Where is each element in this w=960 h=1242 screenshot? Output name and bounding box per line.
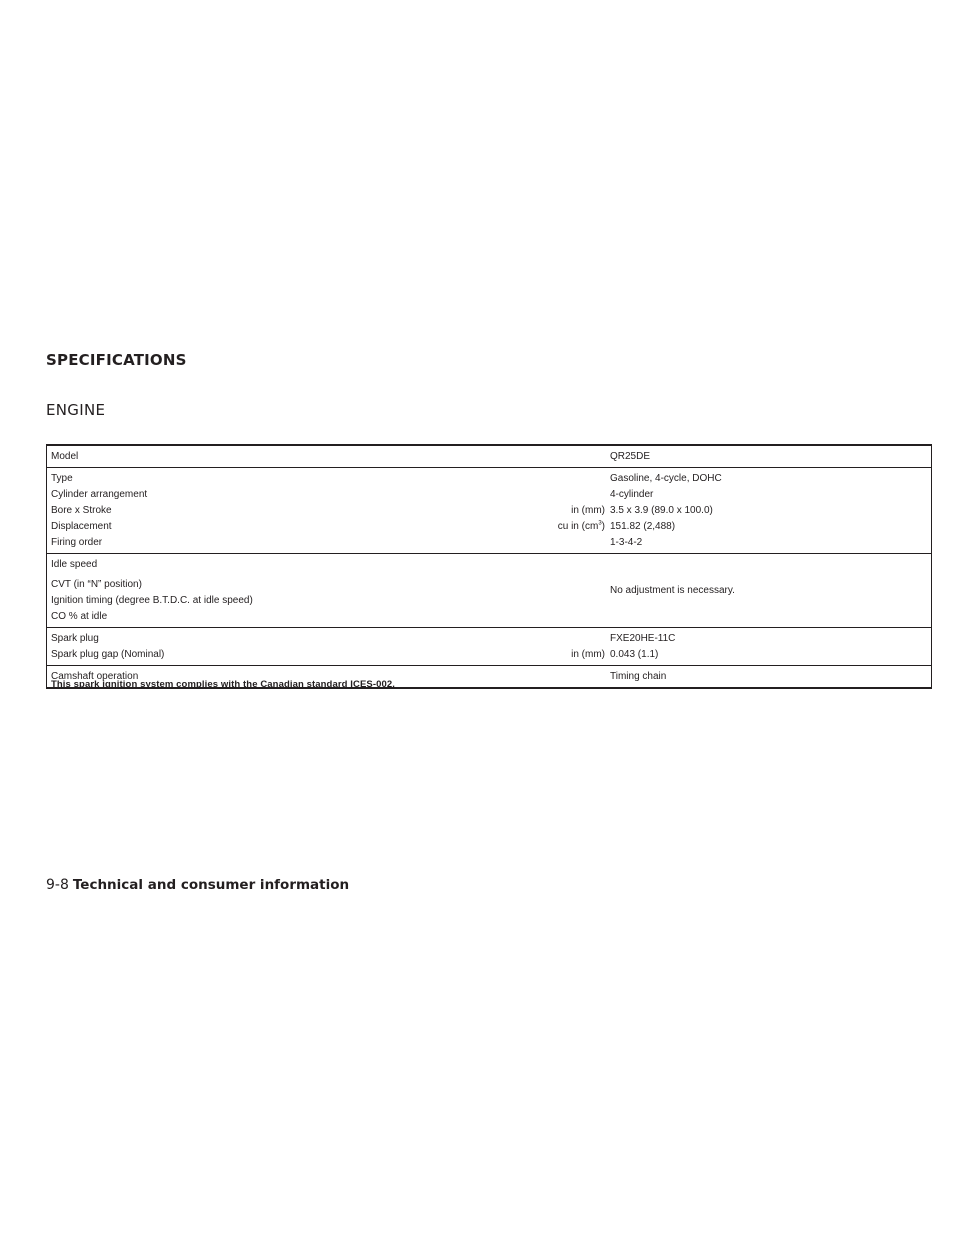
firing-value: 1-3-4-2 xyxy=(610,537,643,548)
spark-plug-value: FXE20HE-11C xyxy=(610,633,676,644)
page-number: 9-8 xyxy=(46,877,69,893)
section-title: SPECIFICATIONS xyxy=(46,351,187,369)
co-label: CO % at idle xyxy=(51,611,108,622)
engine-subtitle: ENGINE xyxy=(46,401,106,419)
displacement-unit: cu in $(cm^3)$ xyxy=(557,520,605,532)
compliance-note: This spark ignition system complies with the Canadian standard ICES-002. xyxy=(51,679,396,690)
spark-gap-unit: in (mm) xyxy=(571,649,605,660)
table-group-idle xyxy=(47,553,931,627)
model-value: QR25DE xyxy=(610,451,651,462)
displacement-label: Displacement xyxy=(51,521,112,532)
type-value: Gasoline, 4-cycle, DOHC xyxy=(610,473,722,484)
displacement-value: 151.82 (2,488) xyxy=(610,521,676,532)
idle-label: Idle speed xyxy=(51,559,98,570)
bore-label: Bore x Stroke xyxy=(51,505,112,516)
table-group-general xyxy=(47,467,931,553)
page-footer xyxy=(46,877,349,893)
cylinder-label: Cylinder arrangement xyxy=(51,489,148,500)
type-label: Type xyxy=(51,473,73,484)
engine-spec-table xyxy=(46,444,932,689)
spark-gap-value: 0.043 (1.1) xyxy=(610,649,659,660)
ignition-label: Ignition timing (degree B.T.D.C. at idle speed) xyxy=(51,595,253,606)
cvt-label: CVT (in “N” position) xyxy=(51,579,142,590)
cylinder-value: 4-cylinder xyxy=(610,489,654,500)
camshaft-value: Timing chain xyxy=(610,671,667,682)
firing-label: Firing order xyxy=(51,537,103,548)
table-group-spark xyxy=(47,627,931,665)
bore-unit: in (mm) xyxy=(571,505,605,516)
camshaft-label: Camshaft operation xyxy=(51,671,139,682)
spark-plug-label: Spark plug xyxy=(51,633,99,644)
table-row-model xyxy=(47,446,931,467)
idle-group-value: No adjustment is necessary. xyxy=(610,585,735,596)
spark-gap-label: Spark plug gap (Nominal) xyxy=(51,649,165,660)
bore-value: 3.5 x 3.9 (89.0 x 100.0) xyxy=(610,505,713,516)
chapter-title: Technical and consumer information xyxy=(72,877,350,893)
model-label: Model xyxy=(51,451,79,462)
